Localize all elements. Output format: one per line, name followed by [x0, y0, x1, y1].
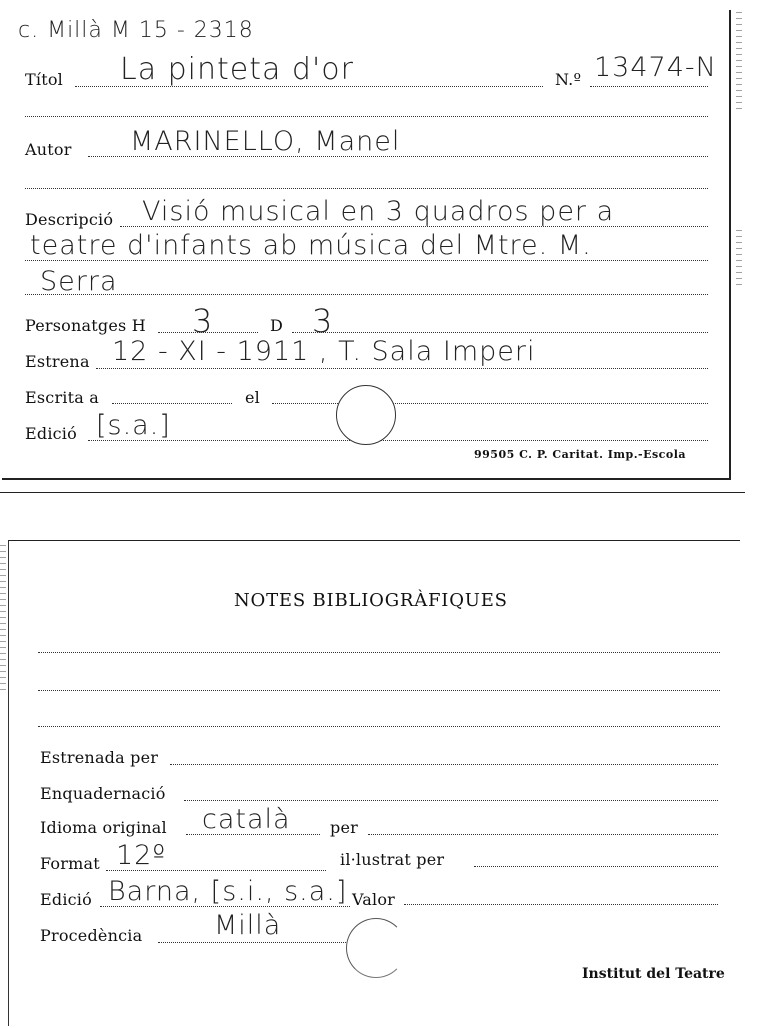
punch-hole	[346, 918, 406, 978]
autor-label: Autor	[25, 140, 72, 159]
blank-line	[38, 726, 720, 727]
titol-label: Títol	[25, 70, 63, 89]
scan-noise	[736, 230, 742, 290]
procedencia-dotted-line	[158, 942, 348, 943]
personatges-h-value: 3	[192, 302, 214, 340]
estrena-value: 12 - XI - 1911 , T. Sala Imperi	[112, 336, 536, 367]
numero-dotted-line	[590, 86, 708, 87]
enquadernacio-dotted-line	[184, 800, 718, 801]
descripcio-dotted-line	[25, 294, 708, 295]
punch-hole	[336, 385, 396, 445]
estrenada-label: Estrenada per	[40, 748, 159, 767]
estrena-label: Estrena	[25, 352, 90, 371]
valor-label: Valor	[352, 890, 396, 909]
descripcio-line3: Serra	[40, 266, 118, 297]
edicio-label: Edició	[25, 424, 77, 443]
edicio2-value: Barna, [s.i., s.a.]	[108, 876, 348, 907]
per-dotted-line	[368, 834, 718, 835]
numero-label: N.º	[555, 70, 582, 89]
edicio-dotted-line	[88, 440, 708, 441]
scan-noise	[0, 545, 6, 695]
format-value: 12º	[116, 840, 167, 871]
format-label: Format	[40, 854, 100, 873]
edicio-value: [s.a.]	[96, 410, 171, 441]
institut-label: Institut del Teatre	[582, 966, 725, 982]
card-separator	[0, 492, 745, 493]
personatges-label: Personatges H	[25, 316, 146, 335]
personatges-d-label: D	[270, 316, 284, 335]
illustrat-label: il·lustrat per	[340, 850, 445, 869]
notes-title: NOTES BIBLIOGRÀFIQUES	[234, 590, 508, 611]
estrena-dotted-line	[96, 368, 708, 369]
personatges-d-value: 3	[312, 302, 334, 340]
descripcio-label: Descripció	[25, 210, 114, 229]
scan-noise	[736, 12, 742, 112]
personatges-d-dotted-line	[292, 332, 708, 333]
autor-value: MARINELLO, Manel	[130, 126, 401, 157]
blank-line	[25, 188, 708, 189]
idioma-label: Idioma original	[40, 818, 167, 837]
blank-line	[38, 690, 720, 691]
descripcio-line2: teatre d'infants ab música del Mtre. M.	[30, 230, 592, 261]
idioma-value: català	[202, 804, 291, 835]
procedencia-label: Procedència	[40, 926, 143, 945]
enquadernacio-label: Enquadernació	[40, 784, 166, 803]
edicio2-label: Edició	[40, 890, 92, 909]
descripcio-line1: Visió musical en 3 quadros per a	[142, 196, 615, 227]
valor-dotted-line	[404, 904, 718, 905]
el-label: el	[245, 388, 260, 407]
printer-line: 99505 C. P. Caritat. Imp.-Escola	[474, 448, 687, 461]
illustrat-dotted-line	[474, 866, 718, 867]
estrenada-dotted-line	[170, 764, 718, 765]
escrita-dotted-line	[112, 403, 232, 404]
numero-value: 13474-N	[594, 52, 717, 83]
procedencia-value: Millà	[214, 910, 282, 941]
blank-line	[38, 652, 720, 653]
header-note: c. Millà M 15 - 2318	[18, 18, 254, 43]
escrita-label: Escrita a	[25, 388, 100, 407]
titol-value: La pinteta d'or	[120, 52, 354, 87]
blank-line	[25, 116, 708, 117]
per-label: per	[330, 818, 358, 837]
